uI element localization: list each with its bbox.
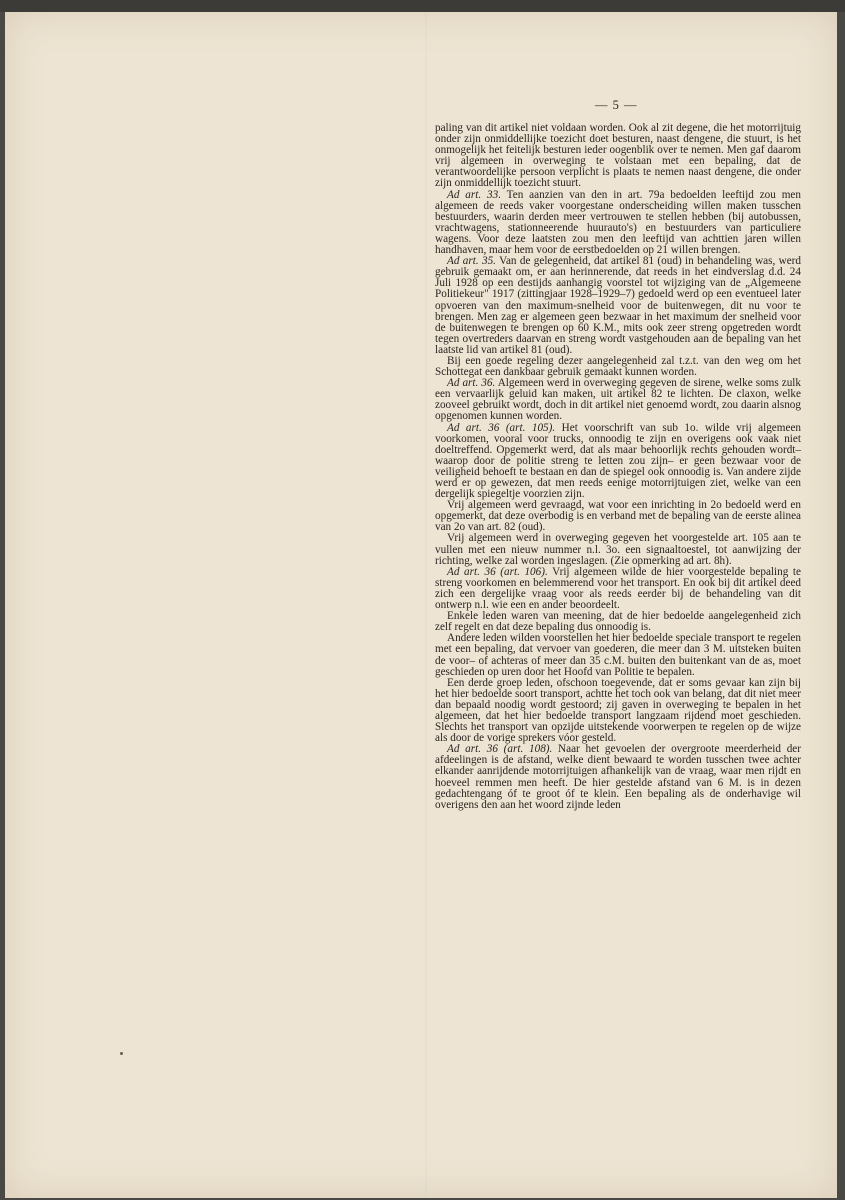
article-reference: Ad art. 33.: [447, 188, 502, 201]
paragraph-text: Enkele leden waren van meening, dat de hier bedoelde aangelegenheid zich zelf regelt en dat deze bepaling dus onnoodig is.: [435, 610, 801, 634]
document-page: [5, 12, 837, 1198]
paragraph-text: Naar het gevoelen der overgroote meerderheid der afdeelingen is de afstand, welke dient bewaard te worden tusschen twee achter elkander aanrijdende motorrijtuigen afhankelijk van de vraag, waar men rijdt en hoeveel remmen men heeft. De hier gestelde afstand van 6 M. is in dezen gedachtengang óf te groot óf te klein. Een bepaling als de onderhavige wil overigens den aan het woord zijnde leden: [435, 743, 801, 811]
paragraph: [435, 611, 801, 633]
article-reference: Ad art. 36.: [447, 377, 496, 390]
article-reference: Ad art. 36 (art. 108).: [447, 743, 553, 756]
article-reference: Ad art. 36 (art. 105).: [447, 421, 556, 434]
page-fold-crease: [425, 12, 427, 1198]
paragraph: [435, 633, 801, 677]
paragraph: [435, 378, 801, 422]
paper-speck: [120, 1052, 123, 1055]
paragraph: [435, 500, 801, 533]
paragraph: [435, 423, 801, 501]
paragraph: [435, 356, 801, 378]
paragraph-text: Andere leden wilden voorstellen het hier bedoelde speciale transport te regelen met een bepaling, dat vervoer van goederen, die meer dan 3 M. uitsteken buiten de voor– of achteras of meer dan 35 c.M. buiten den buitenkant van de as, moet geschieden op uren door het Hoofd van Politie te bepalen.: [435, 632, 801, 678]
scanner-background: [0, 0, 845, 12]
article-reference: Ad art. 35.: [447, 255, 496, 268]
paragraph-text: Het voorschrift van sub 1o. wilde vrij algemeen voorkomen, vooral voor trucks, onnoodig te zijn en overigens ook vaak niet doeltreffend. Opgemerkt werd, dat als maar behoorlijk rechts gehouden wordt– waarop door de politie streng te letten zou zijn– er geen bezwaar voor de veiligheid behoeft te bestaan en dan de spiegel ook onnoodig is. Van andere zijde werd er op gewezen, dat men reeds eenige motorrijtuigen ziet, welke van een dergelijk spiegeltje voorzien zijn.: [435, 421, 802, 501]
paragraph: [435, 123, 801, 190]
paragraph: [435, 190, 801, 257]
paragraph: [435, 678, 801, 745]
paragraph-text: Ten aanzien van den in art. 79a bedoelden leeftijd zou men algemeen de reeds vaker voorgestane onderscheiding willen maken tusschen bestuurders, waarin derden meer vertrouwen te stellen hebben (bij autobussen, vrachtwagens, stationneerende huurauto's) en bestuurders van particuliere wagens. Voor deze laatsten zou men den leeftijd van achttien jaren willen handhaven, maar hem voor de eerstbedoelden op 21 willen brengen.: [435, 188, 801, 257]
paragraph: [435, 256, 801, 356]
article-reference: Ad art. 36 (art. 106).: [447, 565, 548, 578]
paragraph: [435, 533, 801, 566]
paragraph: [435, 744, 801, 811]
paragraph-text: paling van dit artikel niet voldaan worden. Ook al zit degene, die het motorrijtuig onder zijn onmiddellijke toezicht doet besturen, naast dengene, die stuurt, is het onmogelijk het feitelijk besturen ieder oogenblik over te nemen. Men gaf daarom vrij algemeen in overweging te volstaan met een bepaling, dat de verantwoordelijke persoon verplicht is plaats te nemen naast dengene, die onder zijn onmiddellijk toezicht stuurt.: [435, 122, 801, 190]
paragraph-text: Bij een goede regeling dezer aangelegenheid zal t.z.t. van den weg om het Schottegat een dankbaar gebruik gemaakt kunnen worden.: [435, 354, 801, 379]
paragraph-text: Vrij algemeen werd gevraagd, wat voor een inrichting in 2o bedoeld werd en opgemerkt, dat deze overbodig is en verband met de bepaling van de eerste alinea van 2o van art. 82 (oud).: [435, 499, 801, 534]
paragraph-text: Vrij algemeen wilde de hier voorgestelde bepaling te streng voorkomen en belemmerend voor het transport. En ook bij dit artikel deed zich een dergelijke vraag voor als reeds eerder bij de behandeling van dit ontwerp n.l. wie een en ander beoordeelt.: [435, 565, 801, 612]
paragraph-text: Algemeen werd in overweging gegeven de sirene, welke soms zulk een vervaarlijk geluid kan maken, uit artikel 82 te lichten. De claxon, welke zooveel gebruikt wordt, doch in dit artikel niet genoemd wordt, zou daarin alsnog opgenomen kunnen worden.: [435, 377, 801, 423]
paragraph-text: Een derde groep leden, ofschoon toegevende, dat er soms gevaar kan zijn bij het hier bedoelde soort transport, achtte het toch ook van belang, dat dit niet meer dan bepaald noodig wordt gestoord; zij gaven in overweging te bepalen in het algemeen, dat het hier bedoelde transport langzaam rijdend moet geschieden. Slechts het transport van opzijde uitstekende voorwerpen te regelen op de wijze als door de vorige sprekers vóor gesteld.: [435, 676, 801, 745]
paragraph-text: Vrij algemeen werd in overweging gegeven het voorgestelde art. 105 aan te vullen met een nieuw nummer n.l. 3o. een signaaltoestel, tot aanwijzing der richting, welke zal worden ingeslagen. (Zie opmerking ad art. 8h).: [435, 532, 801, 567]
paragraph: [435, 567, 801, 611]
page-number: — 5 —: [595, 98, 638, 112]
text-column: [435, 123, 801, 811]
paragraph-text: Van de gelegenheid, dat artikel 81 (oud) in behandeling was, werd gebruik gemaakt om, er aan herinnerende, dat reeds in het eindverslag d.d. 24 Juli 1928 op een destijds aanhangig voorstel tot wijziging van de „Algemeene Politiekeur" 1917 (zittingjaar 1928–1929–7) gedoeld werd op een eventueel later opvoeren van den maximum-snelheid voor de buitenwegen, dit nu voor te brengen. Men zag er algemeen geen bezwaar in het maximum der snelheid voor de buitenwegen te brengen op 60 K.M., mits ook zeer streng opgetreden wordt tegen overtreders daarvan en streng wordt vastgehouden aan de bepaling van het laatste lid van artikel 81 (oud).: [435, 255, 802, 356]
